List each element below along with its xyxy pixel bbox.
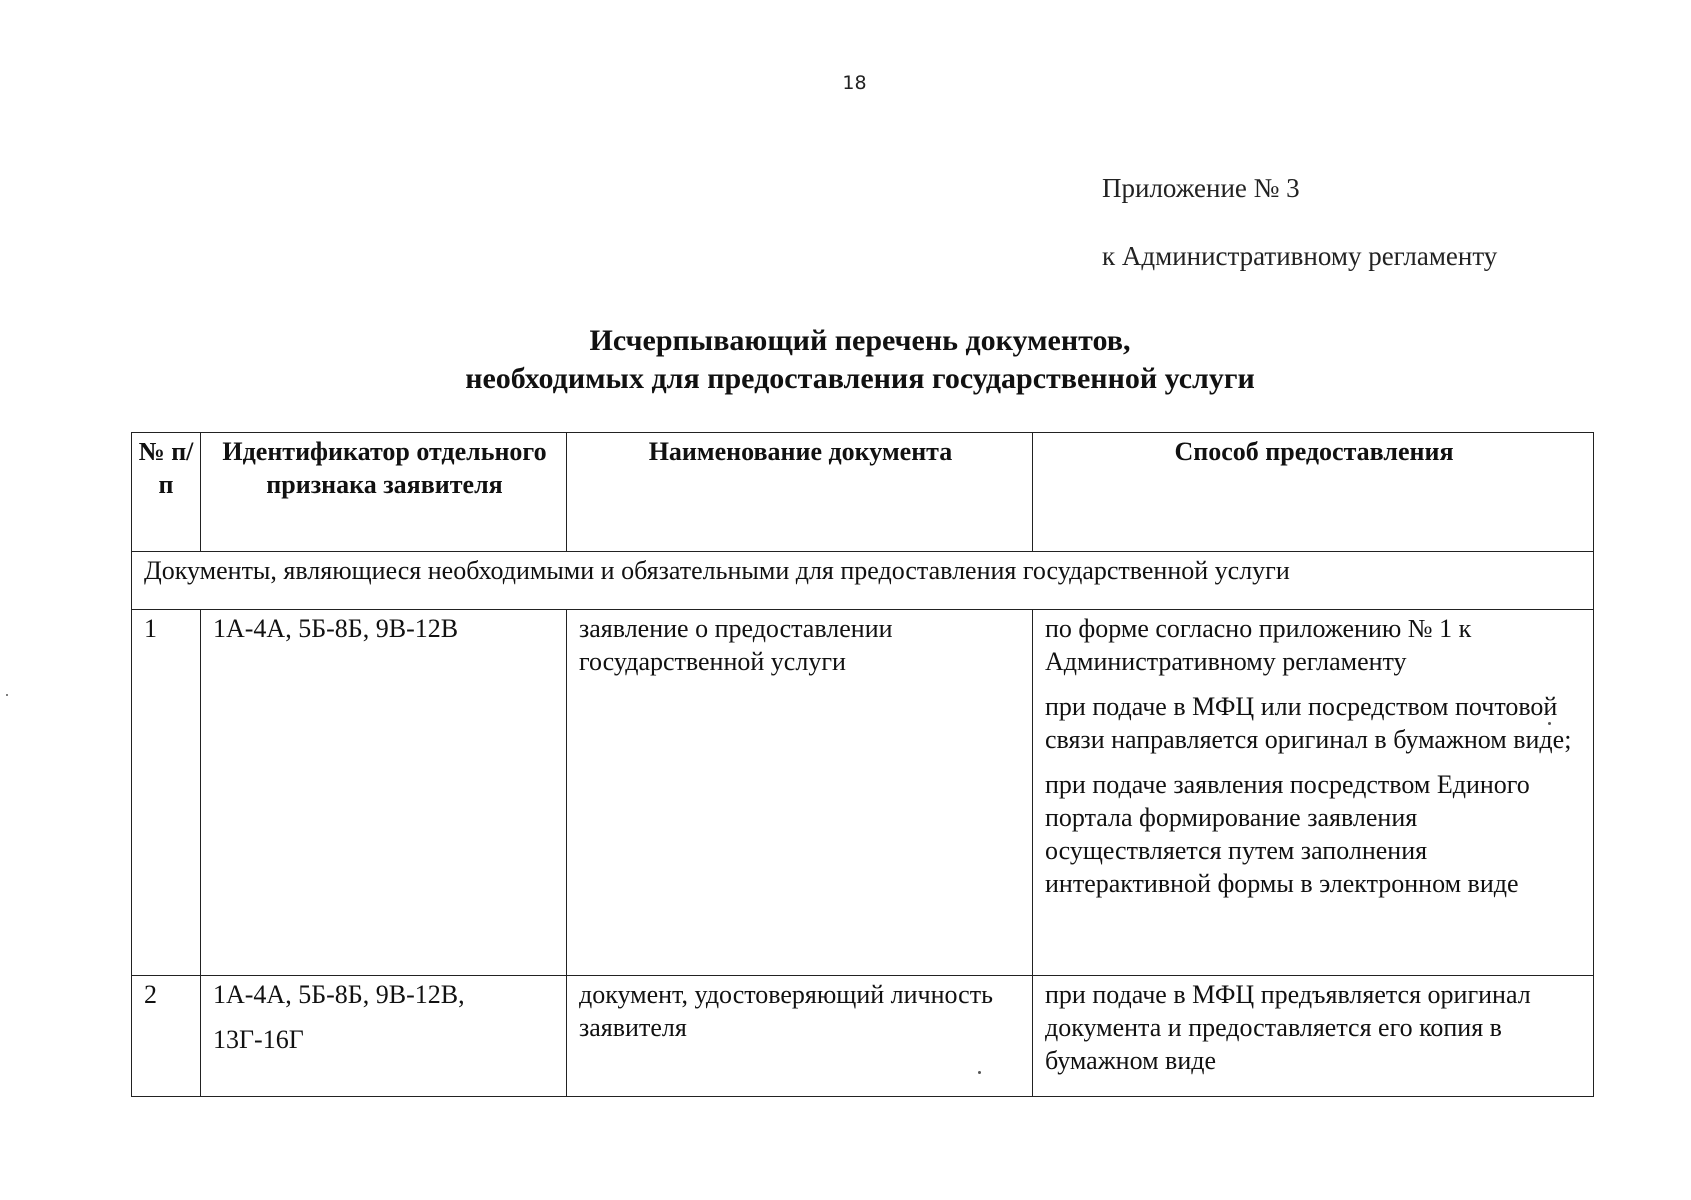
row-method <box>1033 610 1594 976</box>
header-document-name: Наименование документа <box>567 433 1033 552</box>
documents-table <box>131 432 1594 1097</box>
row-num: 1 <box>132 610 201 976</box>
table-header-row <box>132 433 1594 552</box>
appendix-reference: к Административному регламенту <box>1102 241 1498 271</box>
method-paragraph: при подаче в МФЦ предъявляется оригинал документа и предоставляется его копия в бумажном виде <box>1045 980 1531 1075</box>
row-identifier-line: 13Г-16Г <box>213 1025 304 1054</box>
method-paragraph: по форме согласно приложению № 1 к Административному регламенту <box>1045 614 1472 676</box>
row-identifier-line: 1А-4А, 5Б-8Б, 9В-12В, <box>213 980 465 1009</box>
row-identifier <box>201 976 567 1097</box>
row-document-name: заявление о предоставлении государственной услуги <box>567 610 1033 976</box>
section-title: Документы, являющиеся необходимыми и обязательными для предоставления государственной услуги <box>132 552 1594 610</box>
header-identifier: Идентификатор отдельного признака заявителя <box>201 433 567 552</box>
method-paragraph: при подаче заявления посредством Единого портала формирование заявления осуществляется путем заполнения интерактивной формы в электронном виде <box>1045 770 1530 898</box>
document-title-line2: необходимых для предоставления государственной услуги <box>465 362 1255 395</box>
method-paragraph: при подаче в МФЦ или посредством почтовой связи направляется оригинал в бумажном виде; <box>1045 692 1572 754</box>
document-title <box>0 322 1691 398</box>
table-row <box>132 610 1594 976</box>
scan-speck <box>6 694 8 696</box>
row-identifier: 1А-4А, 5Б-8Б, 9В-12В <box>201 610 567 976</box>
page-number: 18 <box>842 72 867 94</box>
row-num: 2 <box>132 976 201 1097</box>
scan-speck <box>1548 722 1551 725</box>
appendix-label: Приложение № 3 <box>1102 173 1300 203</box>
row-document-name: документ, удостоверяющий личность заявителя <box>567 976 1033 1097</box>
header-method: Способ предоставления <box>1033 433 1594 552</box>
table-row <box>132 976 1594 1097</box>
table-section-row <box>132 552 1594 610</box>
header-num: № п/п <box>132 433 201 552</box>
row-method <box>1033 976 1594 1097</box>
document-title-line1: Исчерпывающий перечень документов, <box>589 324 1131 357</box>
scan-speck <box>978 1071 981 1074</box>
